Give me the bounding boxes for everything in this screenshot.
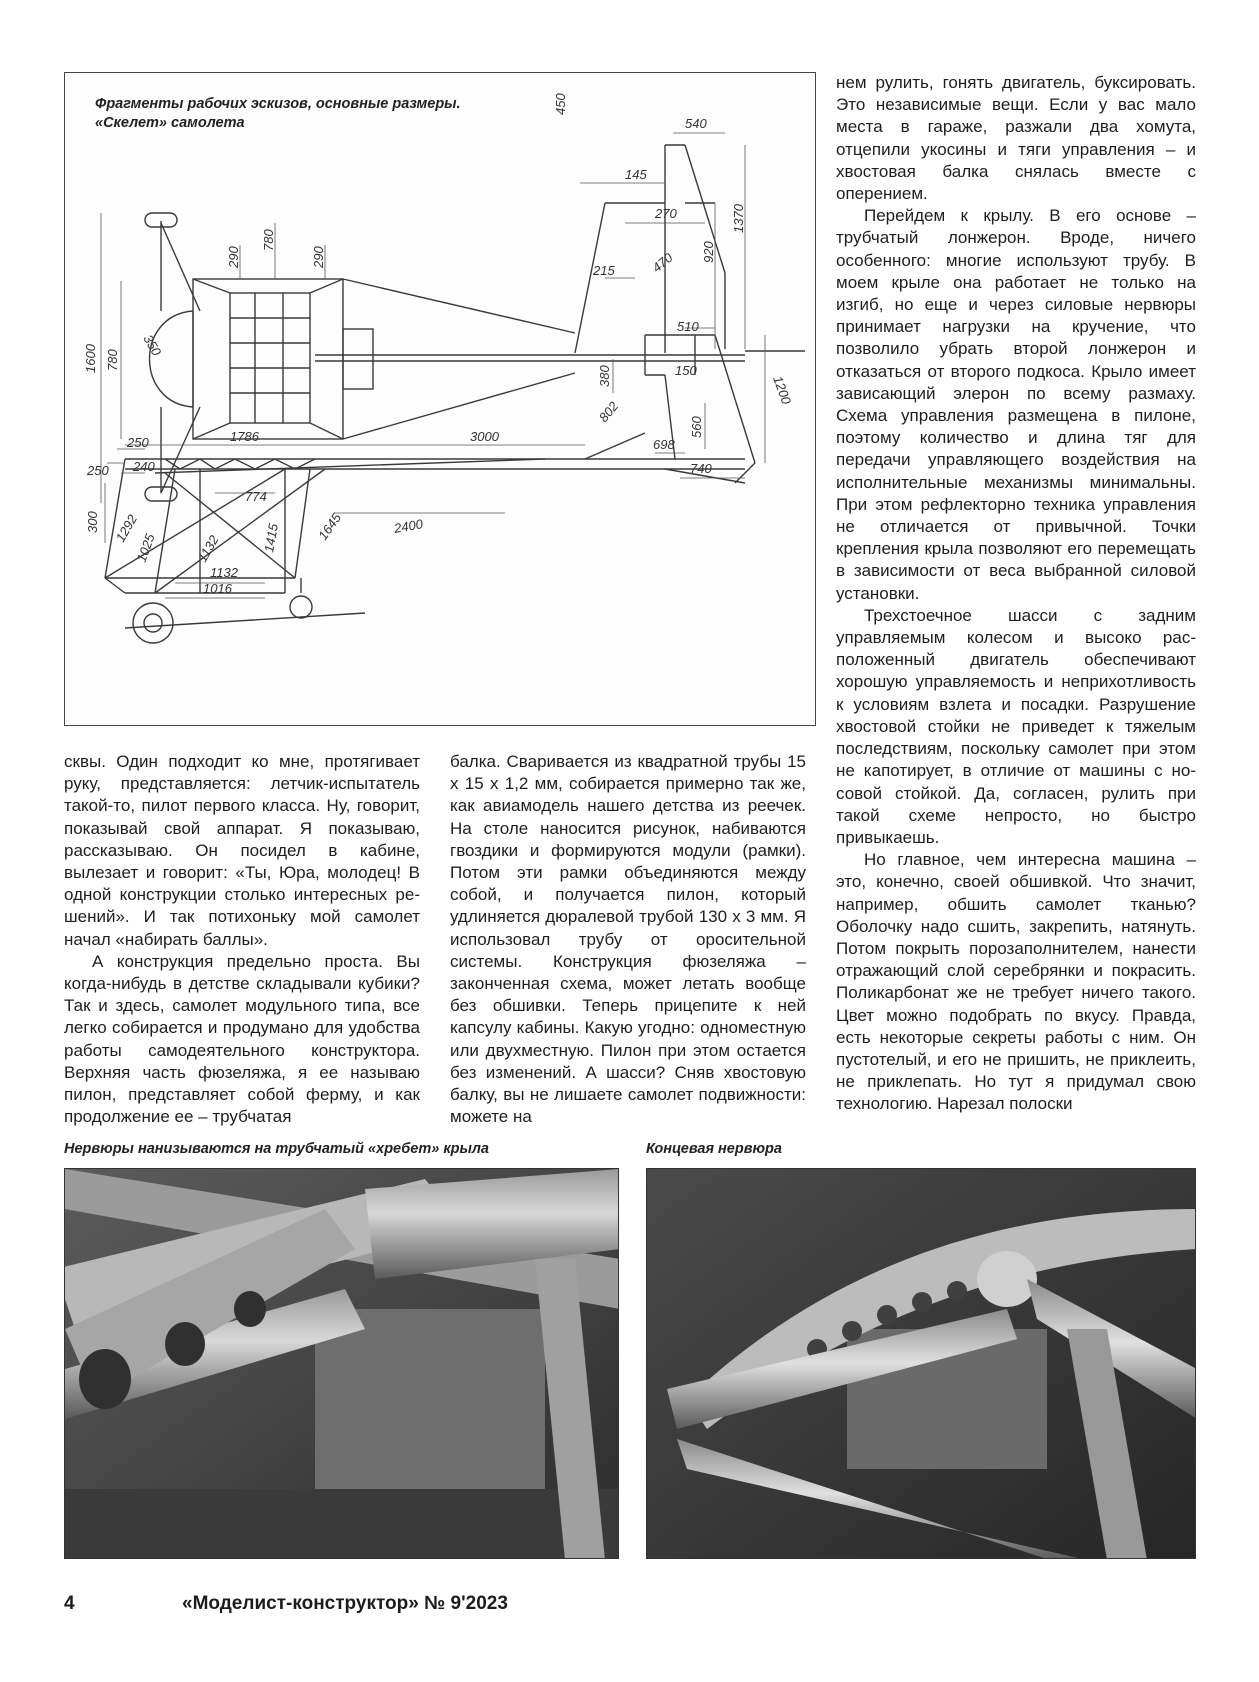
paragraph: сквы. Один подходит ко мне, протягивает руку, представляется: летчик-испытатель такой-то, пилот первого класса. Ну, говорит, показывай свой аппарат. Я показываю, рассказываю. Он посидел в кабине, вылезает и говорит: «Ты, Юра, молодец! В одной конструкции столько интересных решений». И так потихоньку мой самолет начал «набирать баллы».: [64, 752, 420, 949]
paragraph: балка. Сваривается из квадратной трубы 15 х 15 х 1,2 мм, собирается примерно так же, как авиамодель нашего детства из реечек. На столе наносится рисунок, набиваются гвоздики и формируются модули (рамки). Потом эти рамки объединяются между собой, и получается пилон, который удлиняется дюралевой трубой 130 х 3 мм. Я использовал трубу от оросительной системы. Конструкция фюзеляжа – законченная схема, может летать вообще без обшивки. Теперь прицепите к ней капсулу кабины. Какую угодно: одноместную или двухместную. Пилон при этом остается без изменений. А шасси? Сняв хвостовую балку, вы не лишаете самолет подвижности: можете на: [450, 752, 806, 1127]
page-number: 4: [64, 1593, 75, 1614]
dim-label: 2400: [392, 516, 425, 536]
dim-label: 774: [245, 489, 267, 504]
aircraft-skeleton-drawing: [65, 73, 817, 727]
dim-label: 1600: [83, 344, 98, 373]
dim-label: 920: [701, 241, 716, 263]
dim-label: 1370: [731, 204, 746, 233]
paragraph: А конструкция предельно проста. Вы когда-нибудь в детстве складывали кубики? Так и здесь, самолет модульного типа, все легко собирается и продумано для удобства работы самодеятельного конструктора. Верхняя часть фюзеляжа, я ее называю пилон, представляет собой ферму, и как продолжение ее – трубчатая: [64, 951, 420, 1127]
dim-label: 780: [261, 229, 276, 251]
dim-label: 780: [105, 349, 120, 371]
dim-label: 240: [133, 459, 155, 474]
dim-label: 450: [553, 93, 568, 115]
dim-label: 1200: [770, 373, 795, 407]
paragraph: Но главное, чем интересна машина – это, конечно, своей обшивкой. Что значит, например, обшить самолет тканью? Оболочку надо сшить, закрепить, натянуть. Потом покрыть порозаполнителем, нанести отражающий слой серебрянки и покрасить. Поликарбонат же не требует ничего такого. Цвет можно подобрать по вкусу. Правда, есть некоторые секреты работы с ним. Он пустотелый, и его не пришить, не приклеить, не приклепать. Но тут я придумал свою технологию. Нарезал полоски: [836, 850, 1196, 1114]
drawing-figure: [64, 72, 816, 726]
dim-label: 290: [311, 246, 326, 268]
dim-label: 350: [140, 332, 165, 359]
dim-label: 270: [655, 206, 677, 221]
dim-label: 290: [226, 246, 241, 268]
dim-label: 145: [625, 167, 647, 182]
photo-wing-ribs: [64, 1168, 619, 1559]
photo-caption-right: Концевая нервюра: [646, 1141, 782, 1157]
figure-caption-line2: «Скелет» самолета: [95, 115, 245, 131]
paragraph: Перейдем к крылу. В его основе – трубчатый лонжерон. Вроде, ничего особенного: многие используют трубу. В моем крыле она работает не только на изгиб, но еще и через силовые нервюры принимает нагрузки на кручение, что позволило убрать второй лонжерон и отказаться от второго подкоса. Крыло имеет зависающий элерон по всему размаху. Схема управления размещена в пилоне, поэтому количество и длина тяг для передачи управляющего воздействия на исполнительные механизмы минимальны. При этом рефлекторно техника управления не отличается от привычной. Точки крепления крыла позволяют его перемещать в зависимости от веса выбранной силовой установки.: [836, 206, 1196, 603]
dim-label: 1132: [194, 532, 222, 565]
dim-label: 510: [677, 319, 699, 334]
dim-label: 470: [649, 249, 676, 276]
figure-caption-line1: Фрагменты рабочих эскизов, основные размеры.: [95, 96, 461, 112]
dim-label: 250: [127, 435, 149, 450]
dim-label: 1016: [203, 581, 232, 596]
dim-label: 698: [653, 437, 675, 452]
photo-end-rib: [646, 1168, 1196, 1559]
paragraph: Трехстоечное шасси с задним управляемым колесом и высоко расположенный двигатель обеспечивают хорошую управляемость и неприхотливость к условиям взлета и посадки. Разрушение хвостовой стойки не приведет к тяжелым последствиям, поскольку самолет при этом не капотирует, в отличие от машины с носовой стойкой. Да, согласен, рулить при такой схеме непросто, но быстро привыкаешь.: [836, 605, 1196, 847]
dim-label: 1292: [112, 511, 141, 545]
dim-label: 1786: [230, 429, 259, 444]
dim-label: 1025: [133, 531, 158, 565]
magazine-title: «Моделист-конструктор» № 9'2023: [182, 1593, 508, 1614]
dim-label: 250: [87, 463, 109, 478]
dim-label: 802: [595, 398, 622, 425]
dim-label: 540: [685, 116, 707, 131]
dim-label: 3000: [470, 429, 499, 444]
dim-label: 1132: [210, 565, 238, 580]
dim-label: 215: [593, 263, 615, 278]
paragraph: нем рулить, гонять двигатель, буксировать. Это независимые вещи. Если у вас мало места в гараже, разжали два хомута, отцепили укосины и тяги управления – и хвостовая балка снялась вместе с оперением.: [836, 73, 1196, 204]
text-column-middle: [450, 751, 806, 1128]
dim-label: 380: [597, 365, 612, 387]
dim-label: 1415: [261, 522, 281, 554]
dim-label: 740: [690, 461, 712, 476]
dim-label: 150: [675, 363, 697, 378]
text-column-left: [64, 751, 420, 1128]
dim-label: 1645: [315, 510, 345, 543]
dim-label: 560: [689, 416, 704, 438]
dim-label: 300: [85, 511, 100, 533]
text-column-right: [836, 72, 1196, 1116]
photo-caption-left: Нервюры нанизываются на трубчатый «хребет» крыла: [64, 1141, 489, 1157]
